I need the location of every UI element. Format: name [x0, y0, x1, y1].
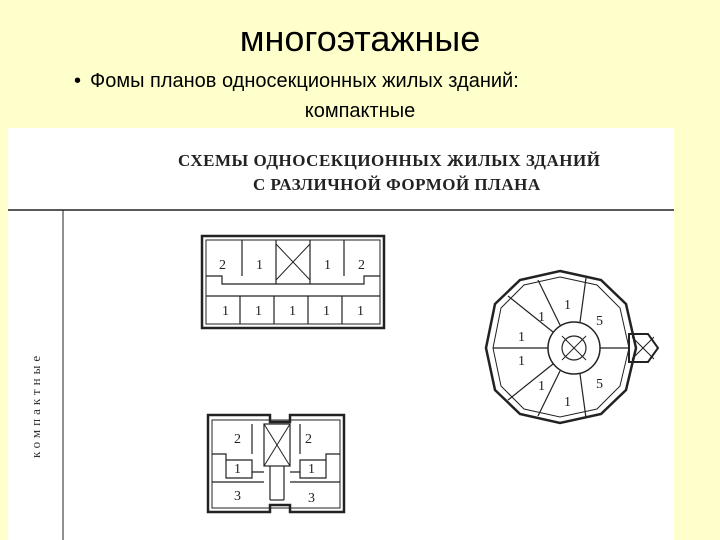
room-label: 2 — [358, 258, 365, 273]
room-label: 1 — [255, 304, 262, 319]
room-label: 1 — [222, 304, 229, 319]
room-label: 3 — [234, 489, 241, 504]
room-label: 2 — [305, 432, 312, 447]
room-label: 1 — [256, 258, 263, 273]
figure-title-line1: СХЕМЫ ОДНОСЕКЦИОННЫХ ЖИЛЫХ ЗДАНИЙ — [178, 151, 601, 170]
figure-title-line2: С РАЗЛИЧНОЙ ФОРМОЙ ПЛАНА — [253, 175, 541, 194]
bullet-dot-icon: • — [74, 70, 82, 92]
side-label: компактные — [28, 351, 43, 458]
room-label: 1 — [518, 354, 525, 369]
room-label: 1 — [538, 379, 545, 394]
room-label: 1 — [357, 304, 364, 319]
slide-title: многоэтажные — [239, 18, 481, 59]
room-label: 1 — [564, 395, 571, 410]
plan-round — [486, 271, 658, 423]
plan-figure — [8, 128, 674, 540]
room-label: 2 — [219, 258, 226, 273]
room-label: 1 — [324, 258, 331, 273]
bullet-item — [74, 70, 690, 93]
room-label: 1 — [518, 330, 525, 345]
plan-twin — [208, 415, 344, 512]
room-label: 1 — [323, 304, 330, 319]
room-label: 1 — [564, 298, 571, 313]
room-label: 5 — [596, 377, 603, 392]
room-label: 1 — [308, 462, 315, 477]
room-label: 3 — [308, 491, 315, 506]
plan-diagram — [8, 128, 674, 540]
bullet-text: Фомы планов односекционных жилых зданий: — [90, 70, 519, 92]
room-label: 5 — [596, 314, 603, 329]
bullet-subtext: компактные — [304, 100, 416, 122]
room-label: 1 — [538, 310, 545, 325]
plan-rectangular — [202, 236, 384, 328]
room-label: 2 — [234, 432, 241, 447]
room-label: 1 — [234, 462, 241, 477]
room-label: 1 — [289, 304, 296, 319]
